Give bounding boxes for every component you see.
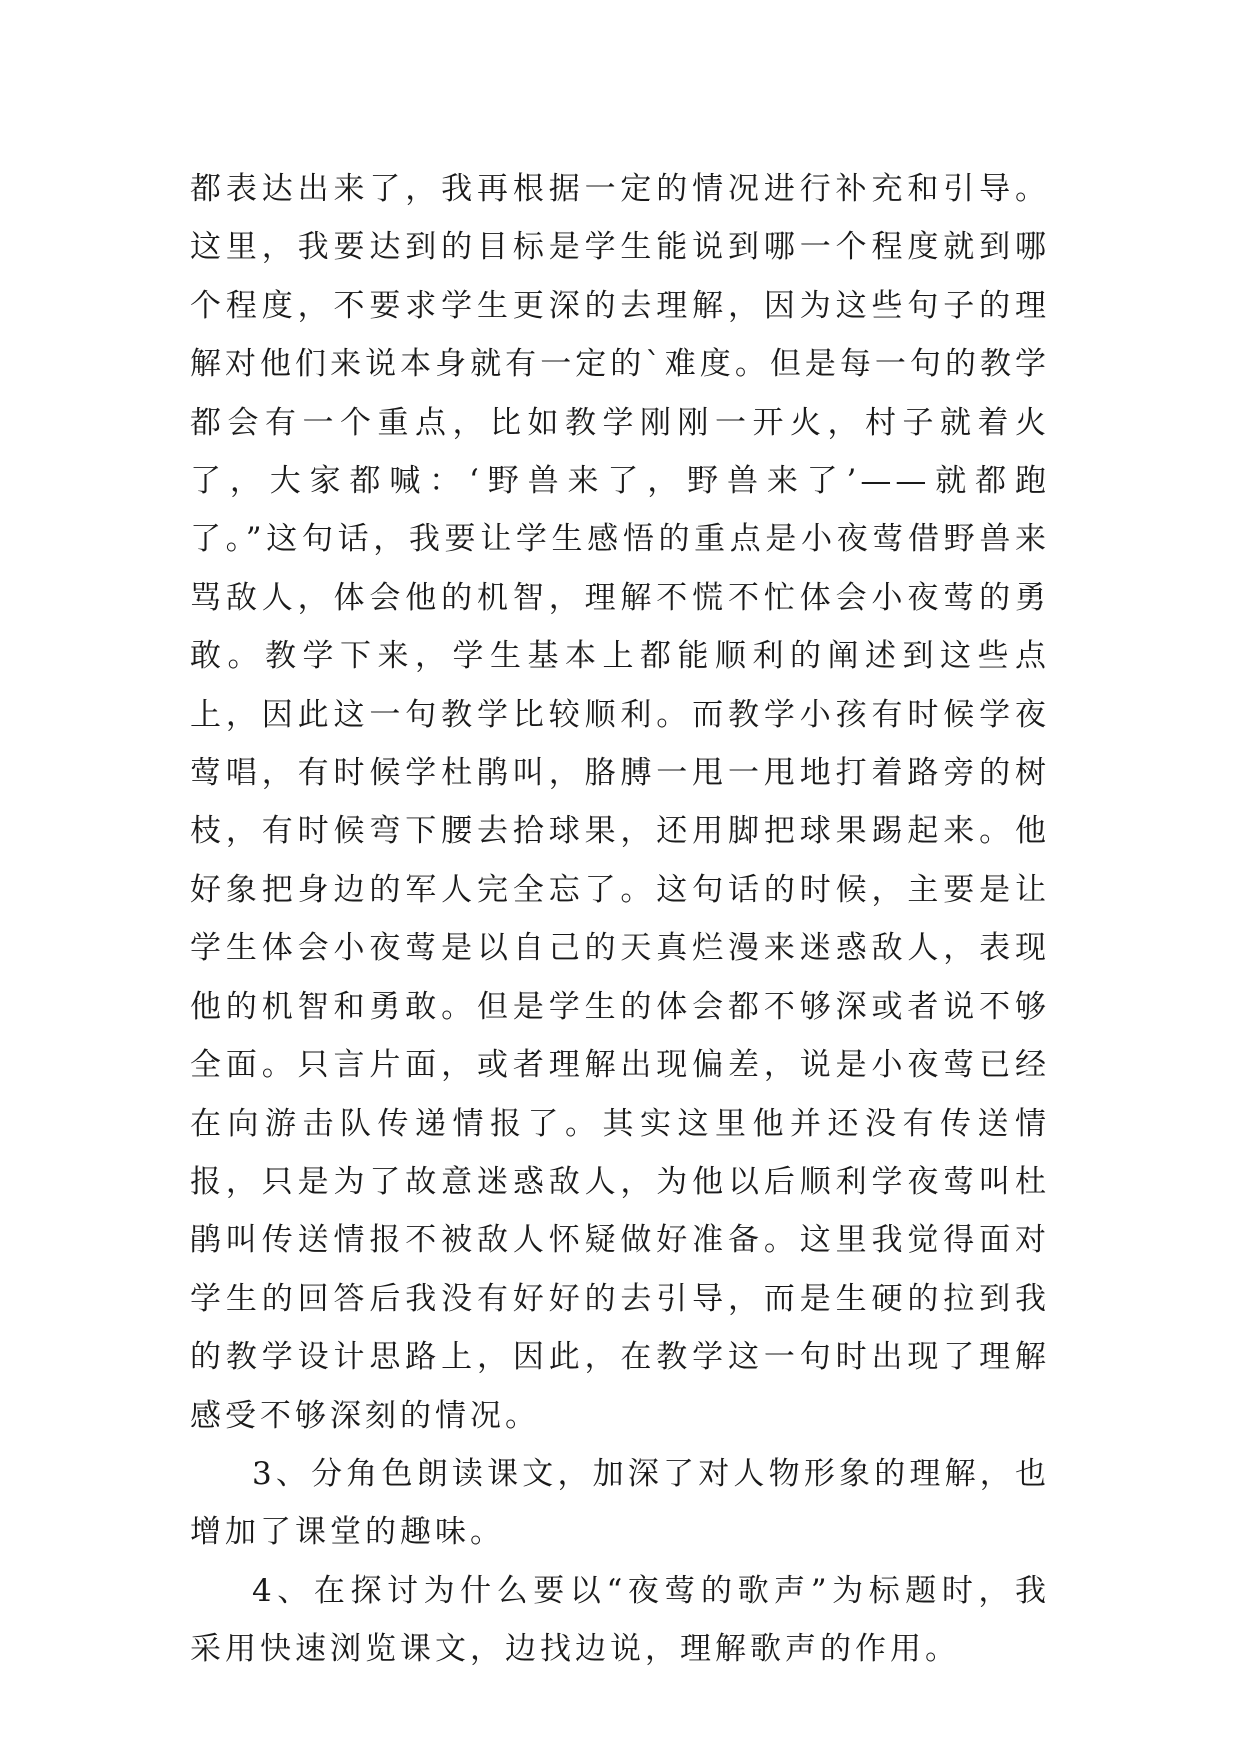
paragraph-item-4: 4、在探讨为什么要以“夜莺的歌声”为标题时，我采用快速浏览课文，边找边说，理解歌声的作用。 xyxy=(190,1572,1050,1668)
paragraph-item-3: 3、分角色朗读课文，加深了对人物形象的理解，也增加了课堂的趣味。 xyxy=(190,1455,1050,1551)
paragraph-continuation: 都表达出来了，我再根据一定的情况进行补充和引导。这里，我要达到的目标是学生能说到哪一个程度就到哪个程度，不要求学生更深的去理解，因为这些句子的理解对他们来说本身就有一定的`难度。但是每一句的教学都会有一个重点，比如教学刚刚一开火，村子就着火了，大家都喊：‘野兽来了，野兽来了’——就都跑了。”这句话，我要让学生感悟的重点是小夜莺借野兽来骂敌人，体会他的机智，理解不慌不忙体会小夜莺的勇敢。教学下来，学生基本上都能顺利的阐述到这些点上，因此这一句教学比较顺利。而教学小孩有时候学夜莺唱，有时候学杜鹃叫，胳膊一甩一甩地打着路旁的树枝，有时候弯下腰去拾球果，还用脚把球果踢起来。他好象把身边的军人完全忘了。这句话的时候，主要是让学生体会小夜莺是以自己的天真烂漫来迷惑敌人，表现他的机智和勇敢。但是学生的体会都不够深或者说不够全面。只言片面，或者理解出现偏差，说是小夜莺已经在向游击队传递情报了。其实这里他并还没有传送情报，只是为了故意迷惑敌人，为他以后顺利学夜莺叫杜鹃叫传送情报不被敌人怀疑做好准备。这里我觉得面对学生的回答后我没有好好的去引导，而是生硬的拉到我的教学设计思路上，因此，在教学这一句时出现了理解感受不够深刻的情况。 xyxy=(190,171,1050,1434)
document-body xyxy=(190,160,1050,1679)
